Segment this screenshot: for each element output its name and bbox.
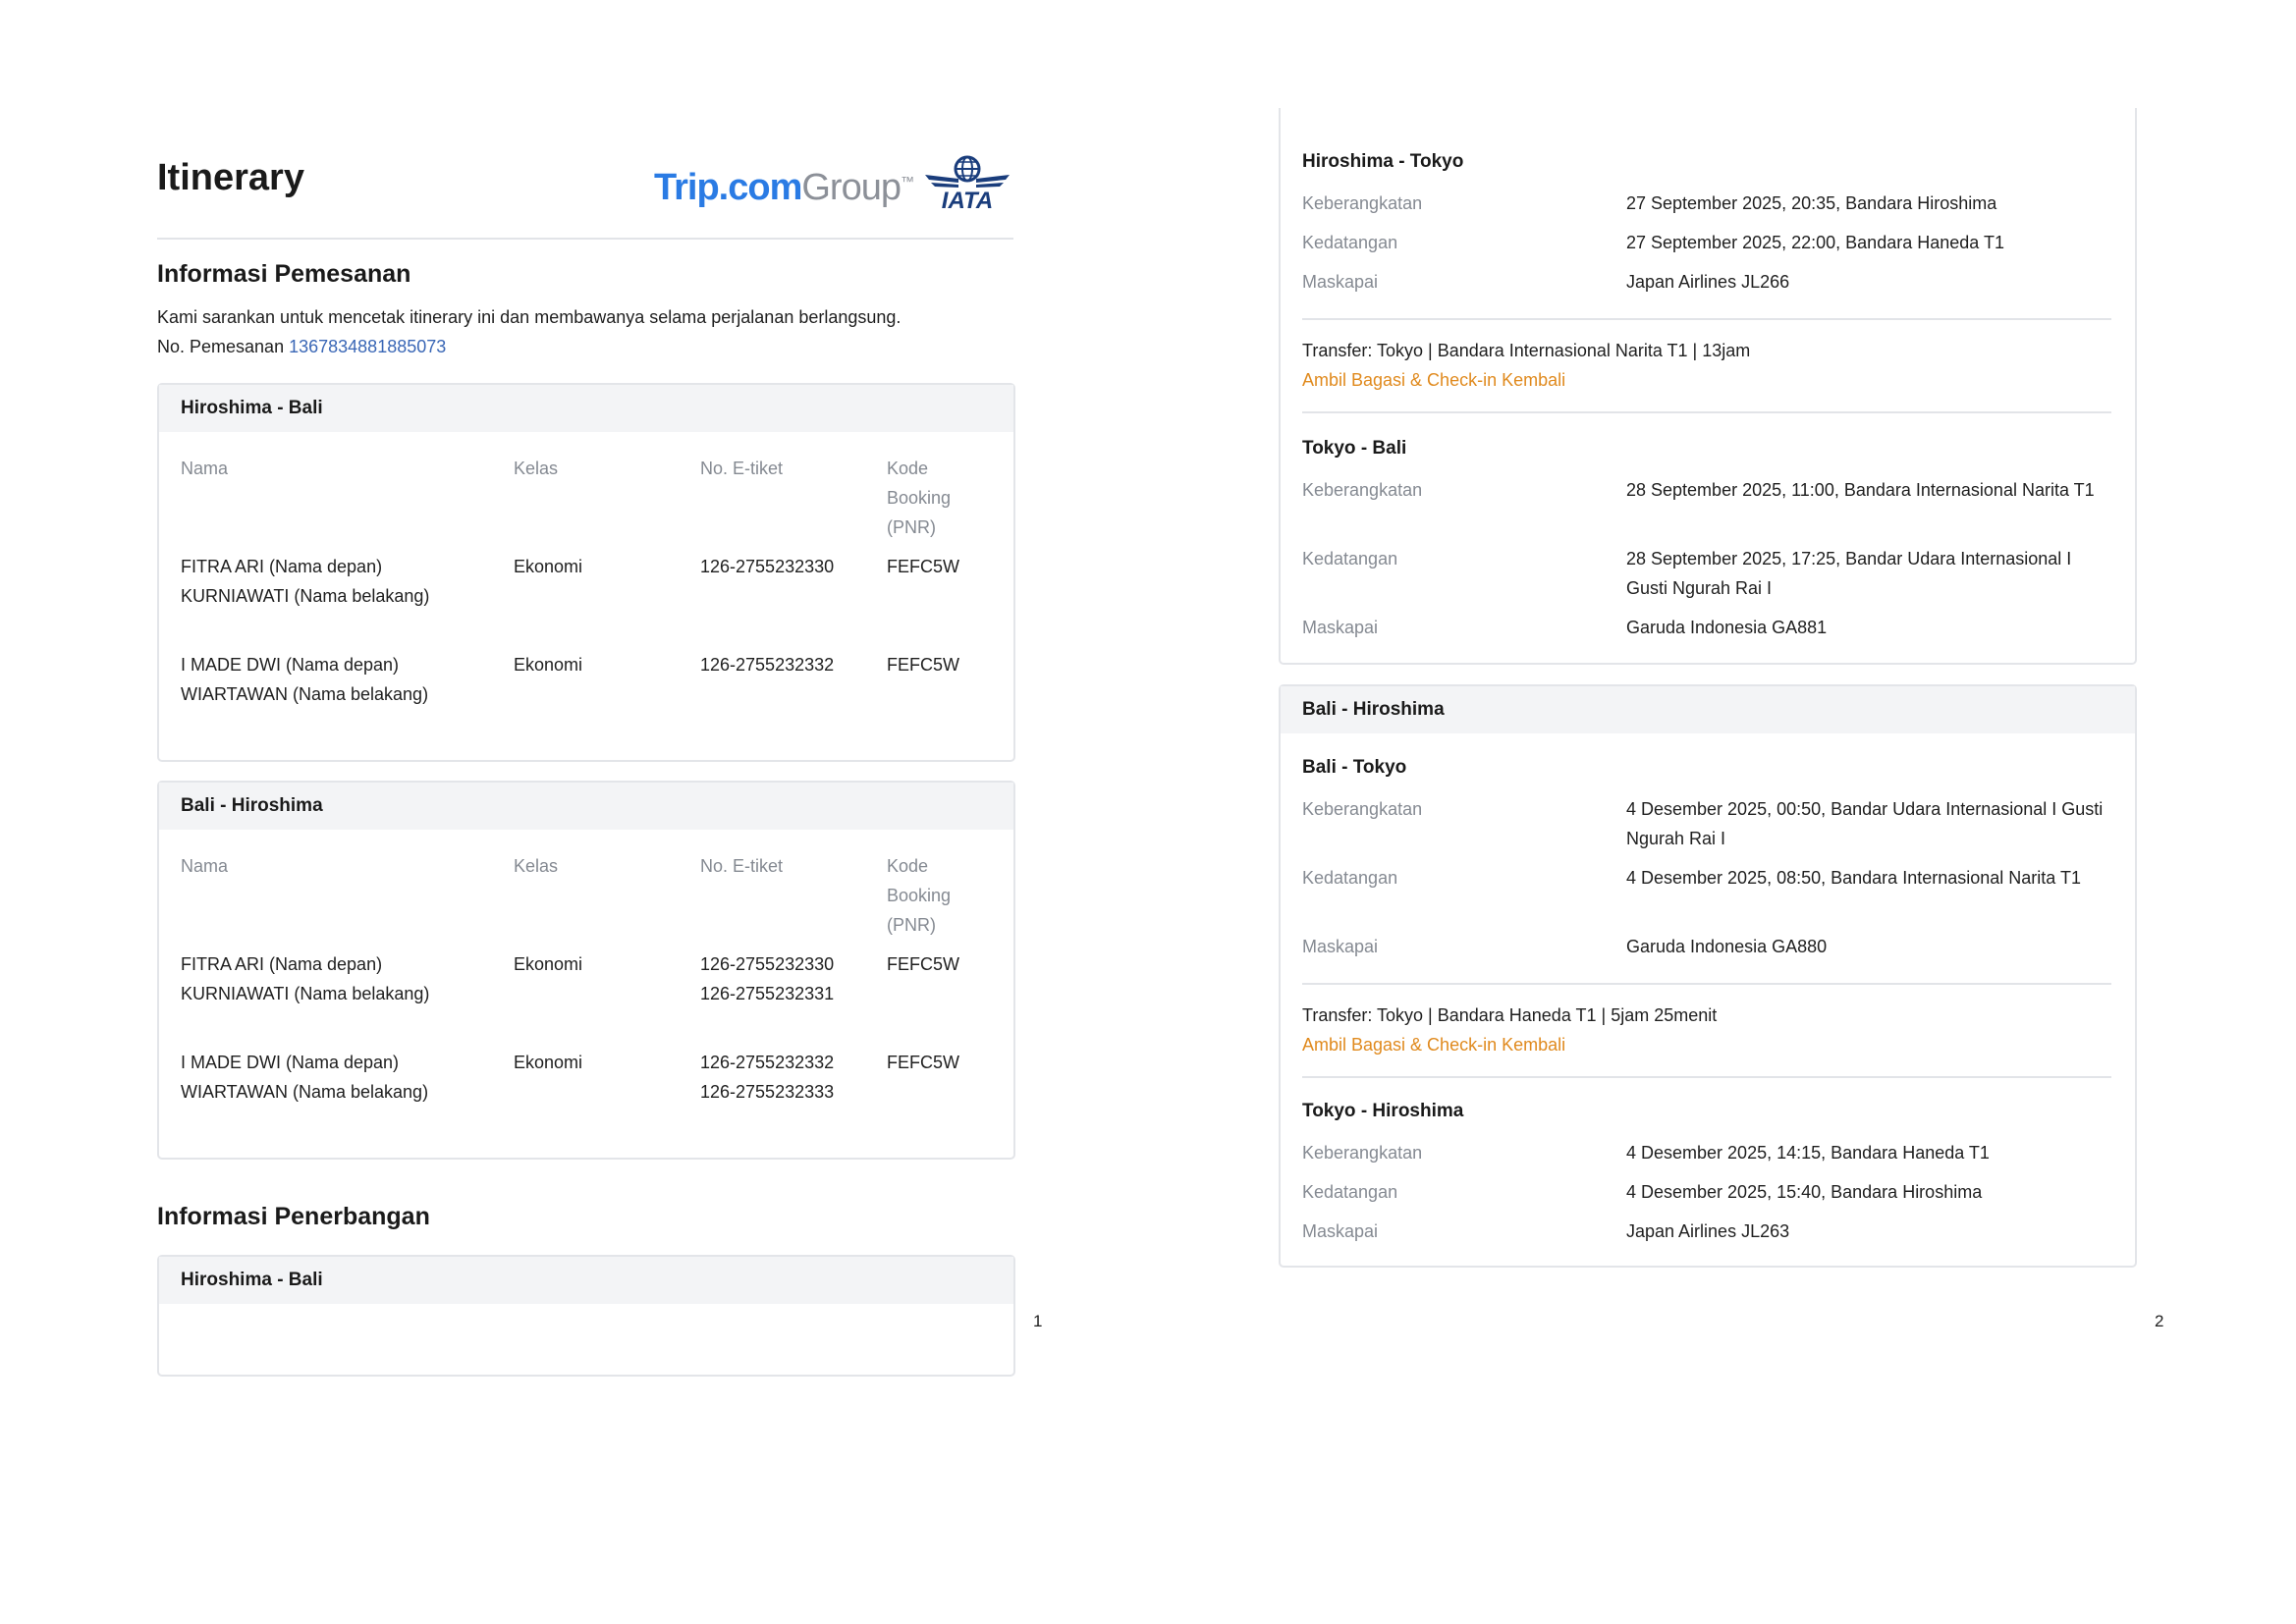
baggage-recheck-note: Ambil Bagasi & Check-in Kembali [1302,370,1566,390]
iata-logo-icon [923,153,1011,212]
divider [1302,983,2111,985]
departure-value: 4 Desember 2025, 00:50, Bandar Udara Internasional I Gusti Ngurah Rai I [1626,799,2104,848]
flight-card-hiroshima-bali [157,1255,1015,1377]
airline-label: Maskapai [1302,272,1379,292]
pnr-code: FEFC5W [887,655,959,675]
booking-number-link[interactable]: 1367834881885073 [289,337,447,356]
booking-info-note: Kami sarankan untuk mencetak itinerary ini dan membawanya selama perjalanan berlangsung. [157,307,902,327]
iata-logo-text: IATA [941,188,994,214]
divider [1302,411,2111,413]
page-2 [1279,0,2164,1335]
departure-value: 28 September 2025, 11:00, Bandara Internasional Narita T1 [1626,480,2095,500]
eticket-number: 126-2755232332 [700,655,835,675]
eticket-number: 126-2755232332 [700,1053,835,1072]
col-header-pnr: Kode Booking (PNR) [887,459,952,537]
ticket-class: Ekonomi [514,557,583,576]
col-header-name: Nama [181,459,229,478]
pnr-code: FEFC5W [887,954,959,974]
flight-card-outbound-continued [1279,108,2137,665]
document-header [157,147,1013,240]
page-number: 2 [2155,1312,2164,1330]
arrival-label: Kedatangan [1302,549,1398,568]
col-header-class: Kelas [514,856,559,876]
page-1 [157,0,1043,1335]
flight-card-bali-hiroshima [1279,684,2137,1268]
pnr-code: FEFC5W [887,557,959,576]
divider [1302,1076,2111,1078]
page-title: Itinerary [157,157,304,198]
segment-title: Tokyo - Hiroshima [1302,1101,1464,1121]
logo-trip-light: Group [801,167,901,208]
baggage-recheck-note: Ambil Bagasi & Check-in Kembali [1302,1035,1566,1055]
tripcom-group-logo [654,167,913,209]
ticket-class: Ekonomi [514,954,583,974]
segment-title: Bali - Tokyo [1302,757,1407,778]
segment-title: Tokyo - Bali [1302,438,1407,459]
booking-info-heading: Informasi Pemesanan [157,260,411,288]
col-header-class: Kelas [514,459,559,478]
airline-value: Japan Airlines JL266 [1626,272,1790,292]
passenger-name: FITRA ARI (Nama depan) KURNIAWATI (Nama belakang) [181,557,430,606]
departure-label: Keberangkatan [1302,193,1423,213]
page-number: 1 [1033,1312,1043,1330]
transfer-info: Transfer: Tokyo | Bandara Haneda T1 | 5jam 25menit [1302,1005,1718,1025]
eticket-number-2: 126-2755232331 [700,984,835,1003]
departure-value: 27 September 2025, 20:35, Bandara Hiroshima [1626,193,1997,213]
passenger-name: FITRA ARI (Nama depan) KURNIAWATI (Nama belakang) [181,954,430,1003]
ticket-card-hiroshima-bali [157,383,1015,762]
ticket-class: Ekonomi [514,655,583,675]
arrival-label: Kedatangan [1302,233,1398,252]
transfer-info: Transfer: Tokyo | Bandara Internasional Narita T1 | 13jam [1302,341,1751,360]
ticket-card-title: Hiroshima - Bali [159,385,1013,432]
ticket-card-title: Bali - Hiroshima [159,783,1013,830]
ticket-class: Ekonomi [514,1053,583,1072]
col-header-eticket: No. E-tiket [700,459,784,478]
logo-trip-bold: Trip.com [654,167,802,208]
flight-card-title: Bali - Hiroshima [1281,686,2135,733]
airline-value: Garuda Indonesia GA881 [1626,618,1828,637]
arrival-label: Kedatangan [1302,1182,1398,1202]
passenger-name: I MADE DWI (Nama depan) WIARTAWAN (Nama belakang) [181,655,429,704]
arrival-value: 27 September 2025, 22:00, Bandara Haneda T1 [1626,233,2004,252]
departure-label: Keberangkatan [1302,799,1423,819]
departure-label: Keberangkatan [1302,1143,1423,1163]
booking-number-line [157,332,446,361]
col-header-eticket: No. E-tiket [700,856,784,876]
departure-label: Keberangkatan [1302,480,1423,500]
eticket-number: 126-2755232330 [700,557,835,576]
departure-value: 4 Desember 2025, 14:15, Bandara Haneda T1 [1626,1143,1990,1163]
eticket-number-2: 126-2755232333 [700,1082,835,1102]
logo-trip-tm: ™ [901,173,913,189]
airline-label: Maskapai [1302,618,1379,637]
divider [1302,318,2111,320]
ticket-card-bali-hiroshima [157,781,1015,1160]
col-header-pnr: Kode Booking (PNR) [887,856,952,935]
flight-card-title: Hiroshima - Bali [159,1257,1013,1304]
arrival-value: 28 September 2025, 17:25, Bandar Udara Internasional I Gusti Ngurah Rai I [1626,549,2072,598]
airline-label: Maskapai [1302,937,1379,956]
arrival-value: 4 Desember 2025, 08:50, Bandara Internasional Narita T1 [1626,868,2081,888]
flight-info-heading: Informasi Penerbangan [157,1203,430,1230]
airline-value: Garuda Indonesia GA880 [1626,937,1828,956]
arrival-label: Kedatangan [1302,868,1398,888]
segment-title: Hiroshima - Tokyo [1302,151,1464,172]
airline-value: Japan Airlines JL263 [1626,1221,1790,1241]
eticket-number: 126-2755232330 [700,954,835,974]
pnr-code: FEFC5W [887,1053,959,1072]
booking-number-label: No. Pemesanan [157,337,285,356]
col-header-name: Nama [181,856,229,876]
airline-label: Maskapai [1302,1221,1379,1241]
arrival-value: 4 Desember 2025, 15:40, Bandara Hiroshima [1626,1182,1983,1202]
passenger-name: I MADE DWI (Nama depan) WIARTAWAN (Nama belakang) [181,1053,429,1102]
